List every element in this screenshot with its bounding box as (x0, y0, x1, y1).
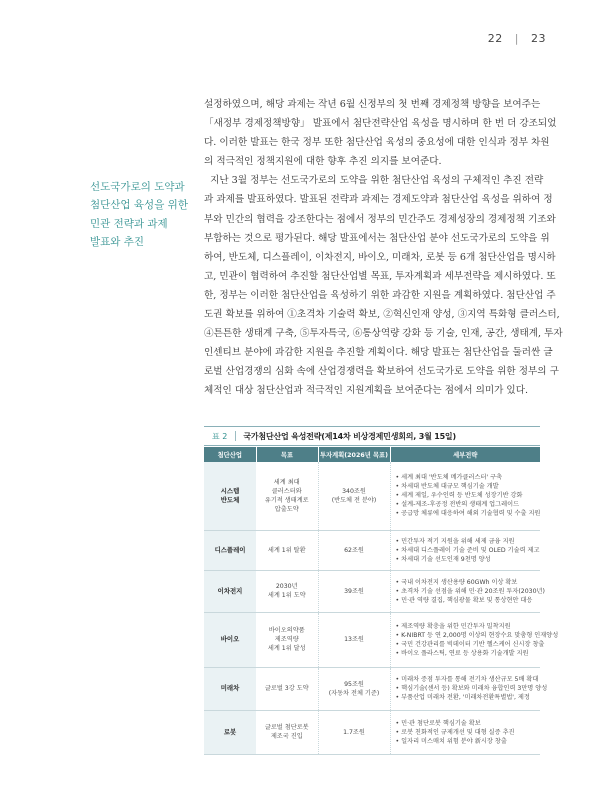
caption-divider (235, 431, 236, 441)
strategy-item: • 공급망 체류에 대응하여 해외 기술협력 및 수출 지원 (395, 510, 541, 518)
body-line: 하여, 반도체, 디스플레이, 이차전지, 바이오, 미래차, 로봇 등 6개 첨단산업을 명시하 (204, 251, 556, 263)
investment-cell: 1.7조원 (318, 710, 390, 754)
body-text (204, 95, 563, 401)
strategy-item: • 로봇 친화적인 규제개선 및 대형 실증 추진 (395, 728, 515, 736)
goal-cell: 2030년 세계 1위 도약 (256, 570, 318, 612)
body-line: 고, 민관이 협력하여 추진할 첨단산업별 목표, 투자계획과 세부전략을 제시하였다. 또 (204, 270, 556, 282)
table-row (204, 667, 540, 710)
body-line: 한, 정부는 이러한 첨단산업을 육성하기 위한 과감한 지원을 계획하였다. 첨단산업 주 (204, 289, 556, 301)
body-line: 지난 3월 정부는 선도국가로의 도약을 위한 첨단산업 육성의 구체적인 추진 전략 (204, 175, 544, 187)
body-line: 부와 민간의 협력을 강조한다는 점에서 정부의 민간주도 경제성장의 경제정책 기조와 (204, 213, 556, 225)
body-line: 로벌 산업경쟁의 심화 속에 산업경쟁력을 확보하여 선도국가로 도약을 위한 정부의 구 (204, 366, 559, 378)
table-title: 국가첨단산업 육성전략(제14차 비상경제민생회의, 3월 15일) (243, 431, 456, 441)
strategy-item: • 미래차 증점 투자를 통해 전기차 생산규모 5배 확대 (395, 676, 539, 683)
industry-cell: 이차전지 (204, 570, 256, 612)
body-line: 인센티브 분야에 과감한 지원을 추진할 계획이다. 해당 발표는 첨단산업을 둘러싼 글 (204, 347, 553, 359)
body-line: 「새정부 경제정책방향」 발표에서 첨단전략산업 육성을 명시하며 한 번 더 강조되었 (204, 118, 557, 130)
page-separator: | (514, 32, 519, 45)
investment-cell: 95조원 (자동차 전체 기준) (318, 667, 390, 710)
body-line: 체적인 대상 첨단산업과 적극적인 지원계획을 보여준다는 점에서 의미가 있다. (204, 385, 529, 397)
table-row (204, 570, 540, 612)
header-goal: 목표 (256, 447, 318, 462)
sidebar-line: 발표와 추진 (90, 235, 145, 248)
body-line: 다. 이러한 발표는 한국 정부 또한 첨단산업 육성의 중요성에 대한 인식과 정부 차원 (204, 137, 550, 149)
industry-cell: 미래차 (204, 667, 256, 710)
industry-cell: 시스템 반도체 (204, 462, 256, 530)
strategy-item: • 민간투자 적기 지원을 위해 세제 금융 지원 (395, 537, 515, 545)
strategy-item: • 민·관 역량 결집, 핵심광물 확보 및 통상현안 대응 (395, 596, 533, 604)
body-line: 부합하는 것으로 평가된다. 해당 발표에서는 첨단산업 분야 선도국가로의 도약을 위 (204, 232, 550, 244)
strategy-item: • 바이오 플라스틱, 연료 등 상용화 기술개발 지원 (395, 649, 529, 657)
strategy-item: • K-NIBRT 등 연 2,000명 이상의 현장수요 맞춤형 인재양성 (395, 631, 559, 639)
table-row (204, 710, 540, 754)
strategy-item: • 세계 최대 '반도체 메가클러스터' 구축 (395, 474, 503, 482)
body-line: 도권 확보를 위하여 ①초격차 기술력 확보, ②혁신인재 양성, ③지역 특화형 클러스터, (204, 309, 560, 321)
body-line: 과 과제를 발표하였다. 발표된 전략과 과제는 경제도약과 첨단산업 육성을 위하여 정 (204, 194, 553, 206)
strategy-item: • 일자리 미스매치 위험 분야 新시장 창출 (395, 737, 507, 745)
body-line: ④튼튼한 생태계 구축, ⑤투자특국, ⑥통상역량 강화 등 기술, 인재, 공간, 생태계, 투자 (204, 328, 563, 340)
goal-cell: 세계 최대 클러스터와 유기적 생태계로 압출도약 (256, 462, 318, 530)
strategy-cell (390, 710, 540, 754)
table-row (204, 530, 540, 570)
strategy-cell (390, 462, 540, 530)
investment-cell: 39조원 (318, 570, 390, 612)
investment-cell: 62조원 (318, 530, 390, 570)
sidebar-line: 민관 전략과 과제 (90, 217, 168, 230)
strategy-cell (390, 570, 545, 612)
strategy-item: • 국민 건강관리를 빅데이터 기반 헬스케어 신시장 창출 (395, 640, 545, 648)
paragraph-1 (204, 95, 557, 171)
sidebar-line: 첨단산업 육성을 위한 (90, 199, 188, 212)
header-investment: 투자계획(2026년 목표) (318, 447, 390, 462)
sidebar-heading (90, 178, 190, 251)
sidebar-line: 선도국가로의 도약과 (90, 181, 185, 193)
body-line: 설정하였으며, 해당 과제는 작년 6월 신정부의 첫 번째 경제정책 방향을 보여주는 (204, 99, 541, 110)
strategy-item: • 부품산업 미래차 전환, '미래차전환특별법', 제정 (395, 694, 530, 701)
goal-cell: 글로벌 3강 도약 (256, 667, 318, 710)
strategy-item: • 초격차 기술 선점을 위해 민·관 20조원 투자(2030년) (395, 587, 545, 595)
page-number-left: 22 (487, 32, 503, 45)
goal-cell: 바이오의약품 제조역량 세계 1위 달성 (256, 612, 318, 667)
table-caption (204, 426, 540, 446)
strategy-item: • 핵심기술(센서 등) 확보와 미래차 융합인력 3만명 양성 (395, 685, 548, 692)
strategy-item: • 차세대 반도체 대규모 핵심기술 개발 (395, 483, 499, 491)
header-strategy: 세부전략 (390, 447, 540, 462)
industry-cell: 로봇 (204, 710, 256, 754)
strategy-table (204, 447, 559, 755)
strategy-cell (390, 530, 540, 570)
strategy-cell (390, 612, 559, 667)
strategy-item: • 차세대 기술 선도인재 9천명 양성 (395, 555, 491, 563)
investment-cell: 13조원 (318, 612, 390, 667)
strategy-item: • 민·관 첨단로봇 핵심기술 확보 (395, 719, 481, 727)
industry-cell: 디스플레이 (204, 530, 256, 570)
table-body (204, 462, 559, 754)
industry-cell: 바이오 (204, 612, 256, 667)
table-header-row (204, 447, 540, 462)
header-industry: 첨단산업 (204, 447, 256, 462)
table-row (204, 612, 540, 667)
body-line: 의 적극적인 정책지원에 대한 향후 추진 의지를 보여준다. (204, 156, 442, 168)
strategy-item: • 세계 제일, 우수인력 등 반도체 성장기반 강화 (395, 492, 523, 500)
strategy-cell (390, 667, 548, 710)
paragraph-2 (204, 171, 563, 400)
goal-cell: 세계 1위 탈환 (256, 530, 318, 570)
goal-cell: 글로벌 첨단로봇 제조국 진입 (256, 710, 318, 754)
strategy-item: • 국내 이차전지 생산용량 60GWh 이상 확보 (395, 578, 518, 586)
investment-cell: 340조원 (반도체 전 분야) (318, 462, 390, 530)
strategy-item: • 차세대 디스플레이 기술 준비 및 OLED 기술력 제고 (395, 546, 540, 554)
strategy-item: • 설계-제조-후공정 전반의 생태계 업그레이드 (395, 501, 520, 509)
page-numbers (488, 32, 546, 45)
strategy-item: • 제조역량 확충을 위한 민간투자 밀착지원 (395, 622, 511, 630)
table-number: 표 2 (212, 431, 228, 441)
page-number-right: 23 (531, 32, 546, 45)
table-row (204, 462, 540, 530)
